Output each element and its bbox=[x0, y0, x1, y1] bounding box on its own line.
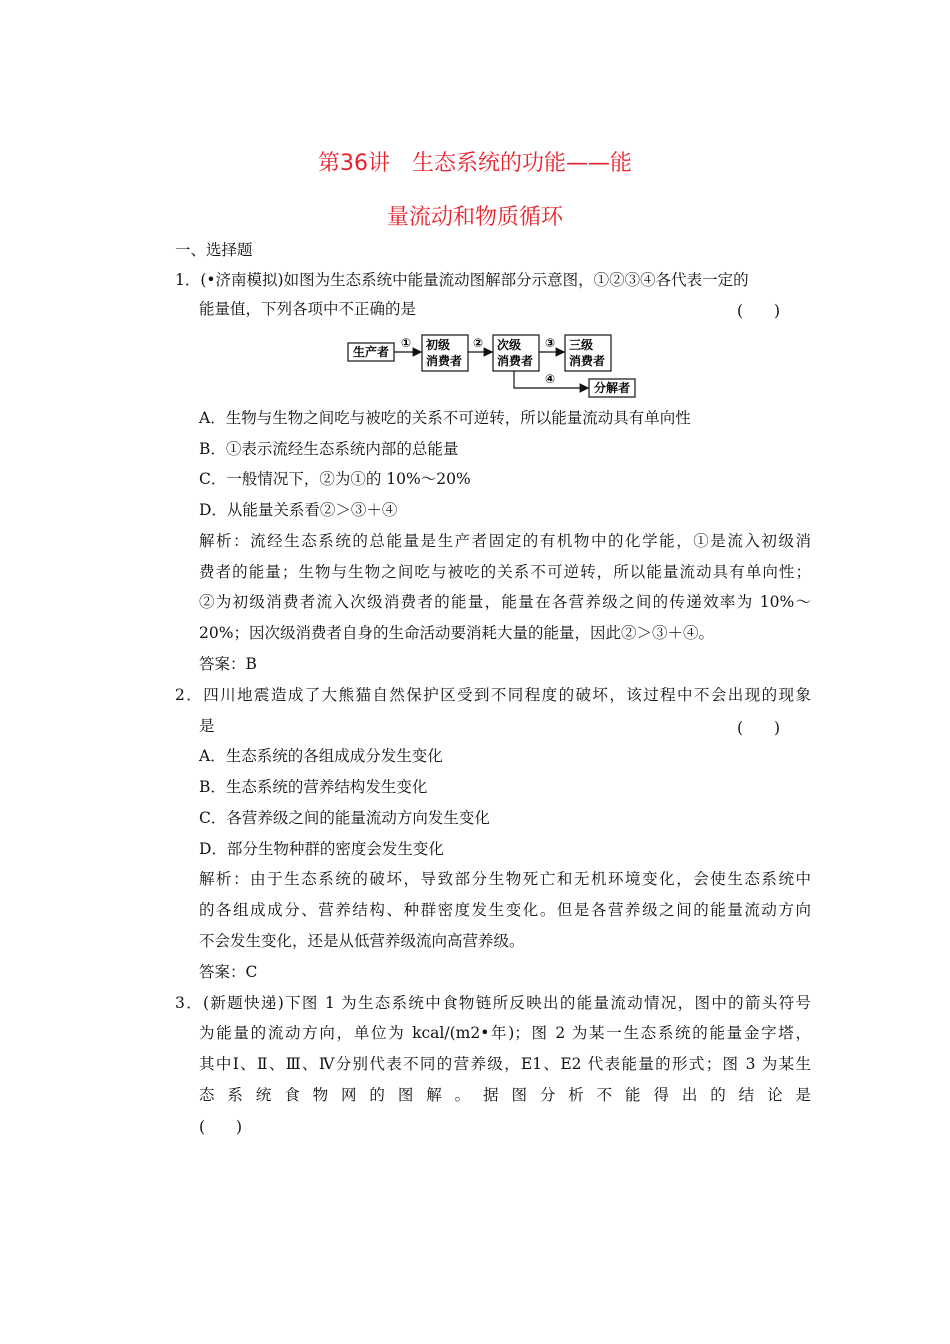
q2-analysis-line-1: 解析：由于生态系统的破坏，导致部分生物死亡和无机环境变化，会使生态系统中 bbox=[199, 870, 811, 888]
q1-analysis-line-2: 费者的能量；生物与生物之间吃与被吃的关系不可逆转，所以能量流动具有单向性； bbox=[199, 563, 811, 581]
decomposer-label: 分解者 bbox=[593, 381, 631, 395]
q2-analysis-line-3: 不会发生变化，还是从低营养级流向高营养级。 bbox=[199, 932, 525, 950]
section-heading: 一、选择题 bbox=[175, 241, 253, 259]
energy-flow-diagram bbox=[340, 330, 640, 400]
q1-stem-line-1: 1．(•济南模拟)如图为生态系统中能量流动图解部分示意图，①②③④各代表一定的 bbox=[175, 271, 749, 289]
arrow-3-label: ③ bbox=[545, 336, 556, 350]
q3-stem-line-2: 为能量的流动方向，单位为 kcal/(m2•年)；图 2 为某一生态系统的能量金字塔， bbox=[199, 1024, 811, 1042]
q3-stem-line-3: 其中Ⅰ、Ⅱ、Ⅲ、Ⅳ分别代表不同的营养级，E1、E2 代表能量的形式；图 3 为某生 bbox=[199, 1055, 811, 1073]
q1-option-c: C．一般情况下，②为①的 10%～20% bbox=[199, 470, 471, 488]
q1-option-a: A．生物与生物之间吃与被吃的关系不可逆转，所以能量流动具有单向性 bbox=[199, 409, 691, 427]
q1-answer-blank: ( ) bbox=[737, 302, 781, 320]
secondary-consumer-label-b: 消费者 bbox=[497, 354, 534, 368]
q2-option-b: B．生态系统的营养结构发生变化 bbox=[199, 778, 428, 796]
q2-answer: 答案：C bbox=[199, 963, 258, 981]
q3-stem-line-1: 3．(新题快递)下图 1 为生态系统中食物链所反映出的能量流动情况，图中的箭头符号 bbox=[175, 994, 811, 1012]
arrow-1-label: ① bbox=[401, 336, 412, 350]
producer-label: 生产者 bbox=[352, 345, 390, 359]
arrow-4-label: ④ bbox=[545, 372, 556, 386]
secondary-consumer-label-a: 次级 bbox=[497, 338, 522, 352]
arrow-2-label: ② bbox=[473, 336, 484, 350]
q1-option-b: B．①表示流经生态系统内部的总能量 bbox=[199, 440, 459, 458]
q1-analysis-line-3: ②为初级消费者流入次级消费者的能量，能量在各营养级之间的传递效率为 10%～ bbox=[199, 593, 811, 611]
tertiary-consumer-label-a: 三级 bbox=[569, 338, 594, 352]
q2-option-a: A．生态系统的各组成成分发生变化 bbox=[199, 747, 443, 765]
q3-stem-line-4: 态系统食物网的图解。据图分析不能得出的结论是 bbox=[199, 1086, 811, 1104]
q2-analysis-line-2: 的各组成成分、营养结构、种群密度发生变化。但是各营养级之间的能量流动方向 bbox=[199, 901, 811, 919]
q2-option-d: D．部分生物种群的密度会发生变化 bbox=[199, 840, 444, 858]
primary-consumer-label-b: 消费者 bbox=[426, 354, 463, 368]
page-title-line-2: 量流动和物质循环 bbox=[386, 205, 563, 230]
q2-answer-blank: ( ) bbox=[737, 719, 781, 737]
q2-stem-line-2: 是 bbox=[199, 717, 215, 735]
q1-option-d: D．从能量关系看②＞③＋④ bbox=[199, 501, 398, 519]
q2-option-c: C．各营养级之间的能量流动方向发生变化 bbox=[199, 809, 490, 827]
tertiary-consumer-label-b: 消费者 bbox=[569, 354, 606, 368]
q1-stem-line-2: 能量值，下列各项中不正确的是 bbox=[199, 300, 417, 318]
q1-analysis-line-4: 20%；因次级消费者自身的生命活动要消耗大量的能量，因此②＞③＋④。 bbox=[199, 624, 714, 642]
q1-answer: 答案：B bbox=[199, 655, 257, 673]
primary-consumer-label-a: 初级 bbox=[426, 338, 451, 352]
page-title-line-1: 第36讲 生态系统的功能——能 bbox=[318, 151, 632, 176]
q1-analysis-line-1: 解析：流经生态系统的总能量是生产者固定的有机物中的化学能，①是流入初级消 bbox=[199, 532, 811, 550]
q3-answer-blank: ( ) bbox=[199, 1118, 243, 1136]
q2-stem-line-1: 2．四川地震造成了大熊猫自然保护区受到不同程度的破坏，该过程中不会出现的现象 bbox=[175, 686, 811, 704]
